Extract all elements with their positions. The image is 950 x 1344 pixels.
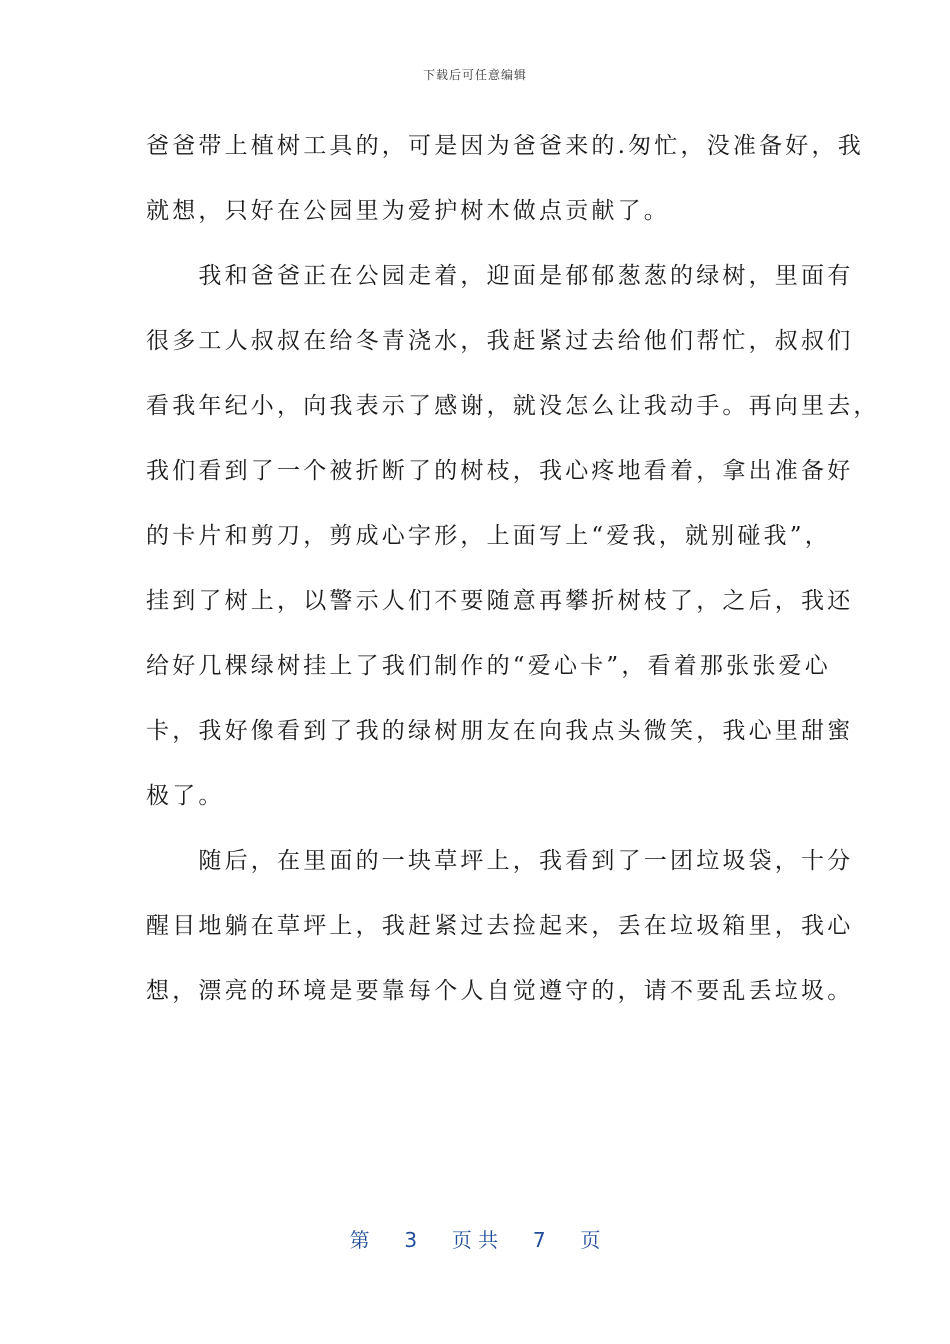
- text-line: 的卡片和剪刀，剪成心字形，上面写上“爱我，就别碰我”，: [146, 523, 831, 549]
- text-line: 我和爸爸正在公园走着，迎面是郁郁葱葱的绿树，里面有: [146, 263, 854, 289]
- text-line: 给好几棵绿树挂上了我们制作的“爱心卡”，看着那张张爱心: [146, 653, 831, 679]
- text-line: 想，漂亮的环境是要靠每个人自觉遵守的，请不要乱丢垃圾。: [146, 978, 854, 1004]
- document-body: [146, 114, 880, 1024]
- text-line: 挂到了树上，以警示人们不要随意再攀折树枝了，之后，我还: [146, 588, 854, 614]
- page-footer: [0, 1224, 950, 1253]
- text-line: 看我年纪小，向我表示了感谢，就没怎么让我动手。再向里去，: [146, 393, 880, 419]
- text-line: 我们看到了一个被折断了的树枝，我心疼地看着，拿出准备好: [146, 458, 854, 484]
- page-header: 下载后可任意编辑: [422, 68, 527, 82]
- text-line: 醒目地躺在草坪上，我赶紧过去捡起来，丢在垃圾箱里，我心: [146, 913, 854, 939]
- text-line: 爸爸带上植树工具的，可是因为爸爸来的.匆忙，没准备好，我: [146, 133, 864, 159]
- page-total: 7: [532, 1228, 546, 1252]
- footer-prefix: 第: [349, 1228, 370, 1252]
- footer-middle: 页 共: [451, 1228, 499, 1252]
- text-line: 很多工人叔叔在给冬青浇水，我赶紧过去给他们帮忙，叔叔们: [146, 328, 854, 354]
- text-line: 极了。: [146, 783, 225, 809]
- text-line: 随后，在里面的一块草坪上，我看到了一团垃圾袋，十分: [146, 848, 854, 874]
- text-line: 卡，我好像看到了我的绿树朋友在向我点头微笑，我心里甜蜜: [146, 718, 854, 744]
- text-line: 就想，只好在公园里为爱护树木做点贡献了。: [146, 198, 670, 224]
- footer-suffix: 页: [580, 1228, 601, 1252]
- page-number: 3: [404, 1228, 418, 1252]
